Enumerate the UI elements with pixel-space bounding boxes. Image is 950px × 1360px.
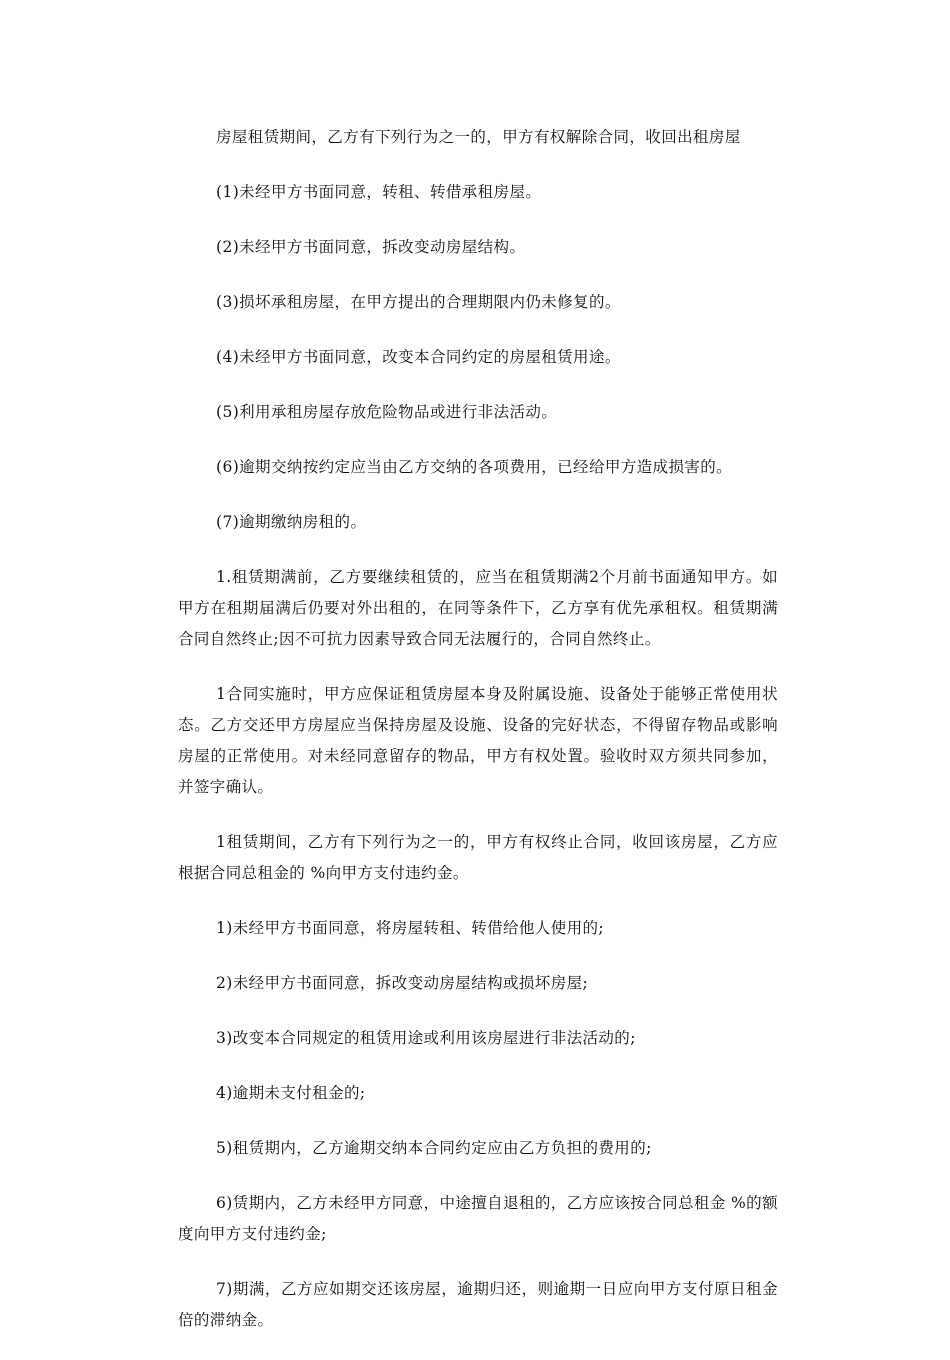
paragraph-termination: 1租赁期间，乙方有下列行为之一的，甲方有权终止合同，收回该房屋，乙方应根据合同总租金的 %向甲方支付违约金。 <box>178 833 778 882</box>
document-body <box>178 122 778 1360</box>
list-item: 2)未经甲方书面同意，拆改变动房屋结构或损坏房屋; <box>216 974 589 992</box>
list-item: (5)利用承租房屋存放危险物品或进行非法活动。 <box>216 403 558 421</box>
list-item: (1)未经甲方书面同意，转租、转借承租房屋。 <box>216 183 542 201</box>
list-item: (7)逾期缴纳房租的。 <box>216 513 367 531</box>
list-item: 1)未经甲方书面同意，将房屋转租、转借给他人使用的; <box>216 919 605 937</box>
paragraph-handover: 1合同实施时，甲方应保证租赁房屋本身及附属设施、设备处于能够正常使用状态。乙方交还甲方房屋应当保持房屋及设施、设备的完好状态，不得留存物品或影响房屋的正常使用。对未经同意留存的物品，甲方有权处置。验收时双方须共同参加，并签字确认。 <box>178 685 778 796</box>
list-item: 5)租赁期内，乙方逾期交纳本合同约定应由乙方负担的费用的; <box>216 1139 652 1157</box>
list-item: 7)期满，乙方应如期交还该房屋，逾期归还，则逾期一日应向甲方支付原日租金 倍的滞纳金。 <box>178 1280 778 1329</box>
list-item: (6)逾期交纳按约定应当由乙方交纳的各项费用，已经给甲方造成损害的。 <box>216 458 733 476</box>
list-item: 6)赁期内，乙方未经甲方同意，中途擅自退租的，乙方应该按合同总租金 %的额度向甲方支付违约金; <box>178 1194 778 1243</box>
list-item: 4)逾期未支付租金的; <box>216 1084 366 1102</box>
list-item: (3)损坏承租房屋，在甲方提出的合理期限内仍未修复的。 <box>216 293 621 311</box>
list-item: 3)改变本合同规定的租赁用途或利用该房屋进行非法活动的; <box>216 1029 636 1047</box>
list-item: (4)未经甲方书面同意，改变本合同约定的房屋租赁用途。 <box>216 348 621 366</box>
paragraph-intro: 房屋租赁期间，乙方有下列行为之一的，甲方有权解除合同，收回出租房屋 <box>216 128 741 146</box>
list-item: (2)未经甲方书面同意，拆改变动房屋结构。 <box>216 238 526 256</box>
paragraph-renewal: 1.租赁期满前，乙方要继续租赁的，应当在租赁期满2个月前书面通知甲方。如甲方在租期届满后仍要对外出租的，在同等条件下，乙方享有优先承租权。租赁期满合同自然终止;因不可抗力因素导致合同无法履行的，合同自然终止。 <box>178 568 778 648</box>
